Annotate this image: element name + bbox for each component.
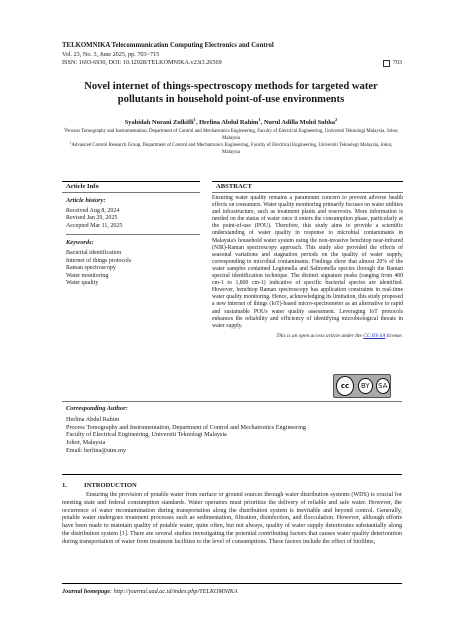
keyword-item: Bacterial identification bbox=[66, 249, 122, 256]
corresponding-author bbox=[62, 405, 402, 455]
abstract-text: Ensuring water quality remains a paramount concern to prevent adverse health effects on consumers. Water quality monitoring primarily focuses on water utilities and infrastructure, such as treatment plants and reservoirs. More information is needed on the status of water once it enters the consumption phase, particularly at the point-of-use (POU). Therefore, this study aims to provide a scientific understanding of water quality in response to microbial contaminants in Malaysia's household water system using the non-invasive benchtop near-infrared (NIR)-Raman spectroscopy approach. This study also provided the effects of seasonal variations and stagnation periods on the quality of water supply, corresponding to microbial contaminants. Findings show that almost 20% of the water samples contained Legionella and Salmonella species through the Raman spectral identification technique. The distinct signature peaks (ranging from 400 cm-1 to 1,800 cm-1) indicative of specific bacterial species are identified. However, benchtop Raman spectroscopy has application constraints in real-time water quality monitoring. Hence, acknowledging its limitation, this study proposed a new internet of things (IoT)-based micro-spectrometer as an alternative to rapid and sustainable POUs water quality assessment. Leveraging IoT protocols enhances the reliability and efficiency of identifying microbiological threats in water supply. bbox=[212, 195, 403, 329]
page-number: 703 bbox=[392, 59, 402, 66]
section-divider bbox=[62, 474, 402, 475]
introduction-section bbox=[62, 482, 402, 547]
keyword-item: Water quality bbox=[66, 280, 99, 287]
affiliation-mark: 2 bbox=[69, 140, 72, 145]
article-info-body bbox=[62, 197, 200, 288]
homepage-url[interactable]: : http://journal.uad.ac.id/index.php/TELKOMNIKA bbox=[109, 588, 238, 595]
affiliation-1 bbox=[62, 126, 400, 145]
corresponding-location: Johor, Malaysia bbox=[66, 439, 106, 447]
journal-name: TELKOMNIKA Telecommunication Computing Electronics and Control bbox=[62, 42, 274, 49]
corresponding-body bbox=[62, 416, 402, 455]
footer-divider bbox=[62, 583, 402, 584]
keyword-item: Water monitoring bbox=[66, 272, 109, 279]
keyword-item: Raman spectroscopy bbox=[66, 265, 116, 272]
affiliation-text: Process Tomography and Instrumentation, Department of Control and Mechatronics Engineering, Faculty of Electrical Engineering, Universiti Teknologi Malaysia, Johor, Malaysia bbox=[65, 129, 399, 141]
abstract-column bbox=[212, 181, 403, 339]
section-number: 1. bbox=[62, 482, 67, 489]
author-name: Syahidah Nurani Zulkifli bbox=[124, 119, 194, 126]
corresponding-dept: Process Tomography and Instrumentation, Department of Control and Mechatronics Engineering bbox=[66, 423, 307, 431]
history-label: Article history: bbox=[66, 197, 106, 204]
section-divider bbox=[62, 401, 402, 402]
corresponding-email[interactable]: Email: herlina@utm.my bbox=[66, 446, 126, 454]
license-prefix: This is an open access article under the bbox=[276, 332, 364, 339]
paper-title: Novel internet of things-spectroscopy methods for targeted water pollutants in household point-of-use environments bbox=[84, 81, 378, 105]
cc-icon: cc bbox=[336, 376, 354, 396]
cc-by-sa-badge[interactable] bbox=[333, 374, 391, 398]
by-icon: BY bbox=[358, 378, 372, 394]
license-note bbox=[212, 333, 403, 339]
volume-line: Vol. 23, No. 3, June 2025, pp. 703~715 bbox=[62, 50, 160, 58]
corresponding-name: Herlina Abdul Rahim bbox=[66, 415, 120, 423]
affiliation-2 bbox=[62, 142, 400, 156]
author-affiliation-mark: 2 bbox=[335, 116, 338, 122]
running-header bbox=[62, 42, 402, 68]
affiliation-mark: 1 bbox=[63, 126, 66, 131]
keywords-label: Keywords: bbox=[66, 239, 94, 247]
page-number-group bbox=[383, 59, 402, 68]
homepage-label: Journal homepage bbox=[62, 588, 110, 595]
affiliation-text: Advanced Control Research Group, Department of Control and Mechatronics Engineering, Faculty of Electrical Engineering, Universiti Teknologi Malaysia, Johor, Malaysia bbox=[71, 143, 393, 155]
revised-date: Revised Jan 29, 2025 bbox=[66, 215, 118, 222]
license-suffix: license. bbox=[385, 332, 403, 339]
keyword-item: Internet of things protocols bbox=[66, 257, 132, 264]
issn-doi: ISSN: 1693-6930, DOI: 10.12928/TELKOMNIKA.v23i3.26569 bbox=[62, 59, 222, 66]
article-info-column bbox=[62, 181, 200, 288]
author-affiliation-mark: 1 bbox=[193, 116, 196, 122]
license-link[interactable]: CC BY-SA bbox=[363, 332, 386, 339]
issn-row bbox=[62, 59, 402, 68]
author-list: Syahidah Nurani Zulkifli$^1$, Herlina Abdul Rahim$^1$, Nurul Adilla Mohd Subha$^2$ bbox=[124, 116, 338, 126]
section-title: INTRODUCTION bbox=[84, 482, 137, 489]
page-footer bbox=[62, 588, 402, 595]
introduction-heading bbox=[62, 482, 402, 489]
affiliations bbox=[62, 128, 400, 156]
abstract-heading: ABSTRACT bbox=[212, 181, 403, 193]
divider bbox=[66, 234, 200, 235]
received-date: Received Aug 8, 2024 bbox=[66, 207, 120, 214]
author-affiliation-mark: 1 bbox=[258, 116, 261, 122]
sa-icon: SA bbox=[376, 378, 390, 394]
article-info-heading: Article Info bbox=[62, 181, 200, 193]
author-name: Nurul Adilla Mohd Subha bbox=[263, 119, 336, 126]
corresponding-label: Corresponding Author: bbox=[66, 405, 128, 412]
square-icon bbox=[383, 60, 390, 67]
accepted-date: Accepted Mar 11, 2025 bbox=[66, 222, 123, 229]
corresponding-faculty: Faculty of Electrical Engineering, Universiti Teknologi Malaysia bbox=[66, 431, 227, 439]
introduction-text: Ensuring the provision of potable water from surface or ground sources through water distribution systems (WDS) is crucial for meeting state and federal consumption standards. Water operators must prioritize the delivery of reliable and safe water. However, the occurrence of water recontamination during transportation along the distribution system is inevitable and beyond control. Generally, potable water undergoes treatment processes such as sedimentation, filtration, disinfection, and flocculation. However, although efforts have been made to maintain quality of potable water, quite often, but not always, quality of water supply deteriorates substantially along the distribution system [1]. There are several studies investigating the potential contributing factors that causes water quality deterioration during transportation of water from treatment facilities to the level of consumptions. These factors include the effect of biofilms, bbox=[62, 492, 402, 545]
author-name: Herlina Abdul Rahim bbox=[199, 119, 259, 126]
